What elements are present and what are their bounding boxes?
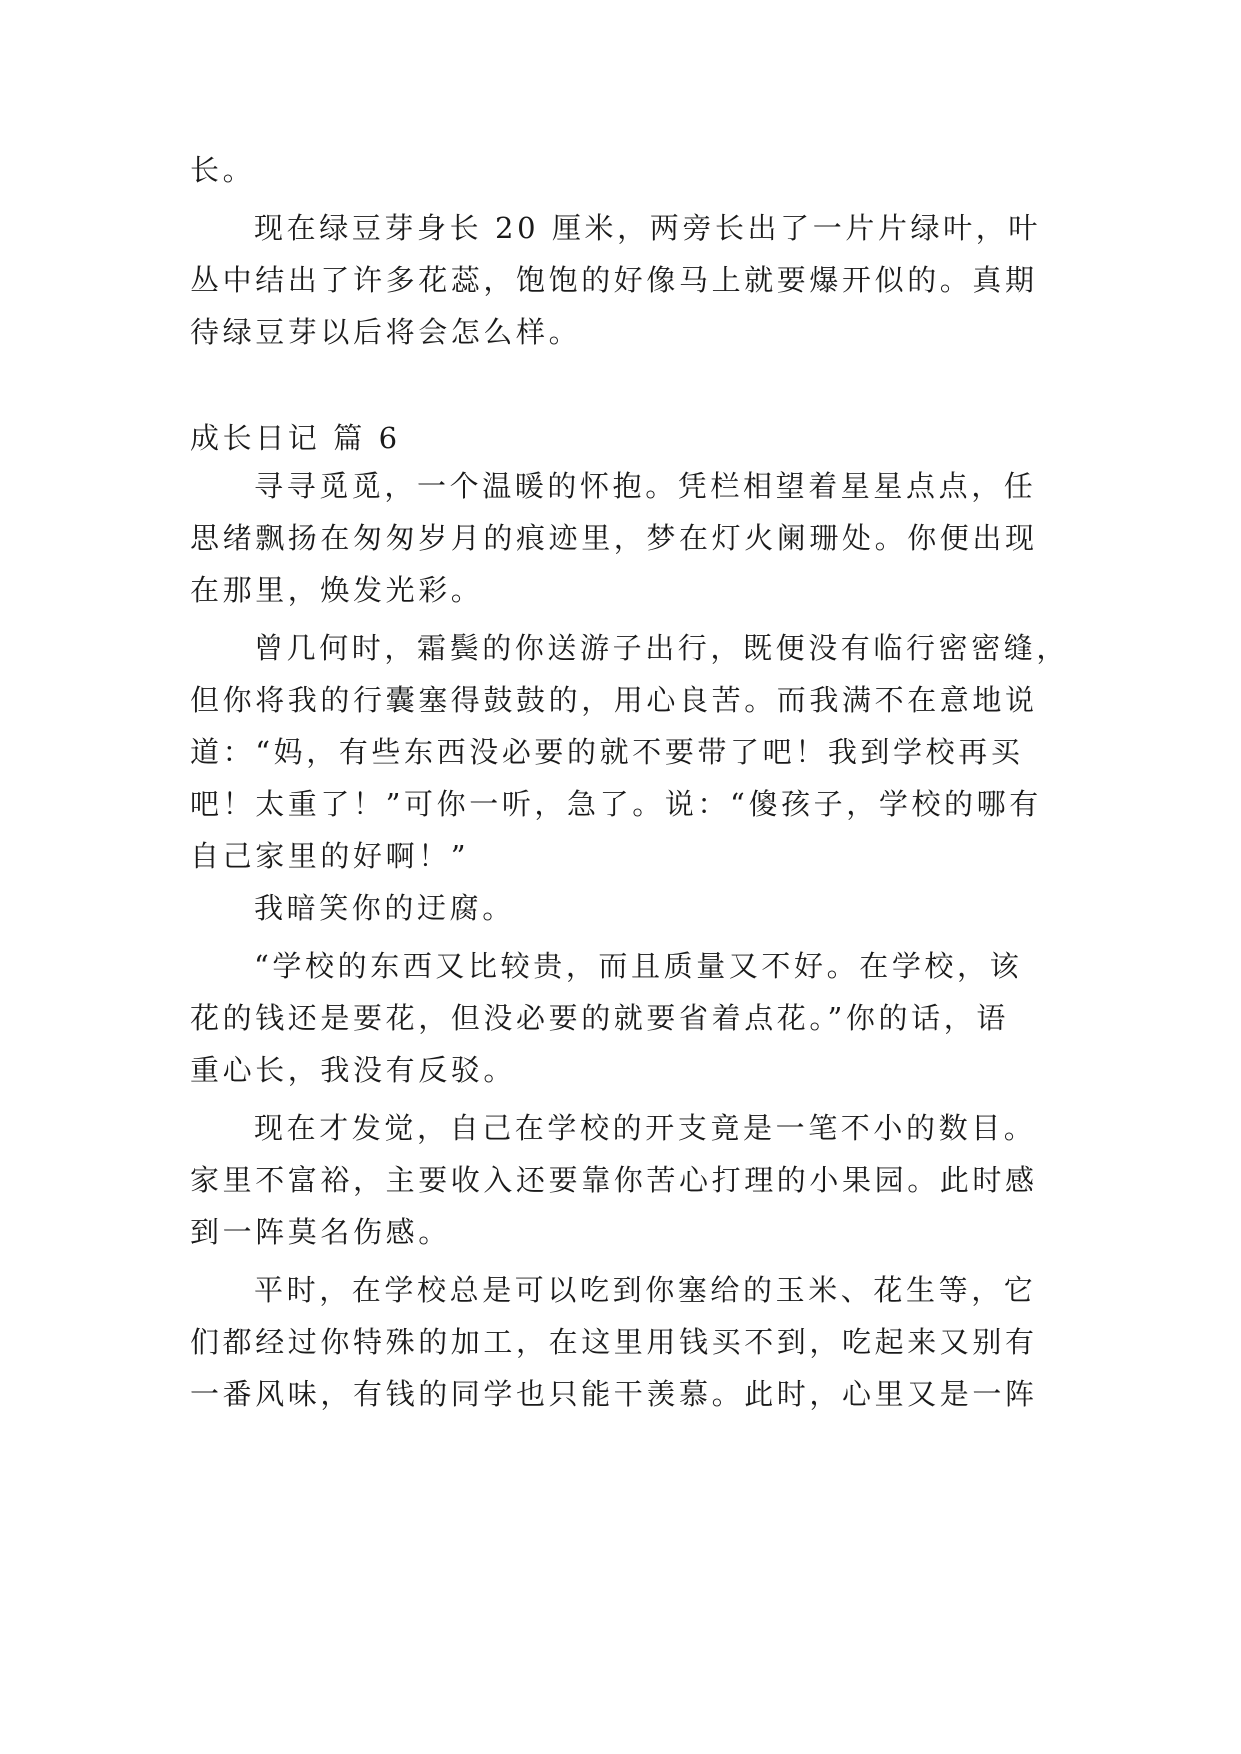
body-line: 但你将我的行囊塞得鼓鼓的，用心良苦。而我满不在意地说	[190, 683, 1038, 717]
section-heading: 成长日记 篇 6	[190, 421, 401, 455]
body-line: 一番风味，有钱的同学也只能干羡慕。此时，心里又是一阵	[190, 1377, 1038, 1411]
paragraph-first-line: 寻寻觅觅，一个温暖的怀抱。凭栏相望着星星点点，任	[254, 469, 1037, 503]
body-line: 长。	[190, 153, 256, 187]
paragraph-first-line: 现在绿豆芽身长 20 厘米，两旁长出了一片片绿叶，叶	[254, 211, 1041, 245]
body-line: 重心长，我没有反驳。	[190, 1053, 517, 1087]
paragraph-first-line: 曾几何时，霜鬓的你送游子出行，既便没有临行密密缝，	[254, 631, 1070, 665]
body-line: 在那里，焕发光彩。	[190, 573, 484, 607]
body-line: 吧！太重了！”可你一听，急了。说：“傻孩子，学校的哪有	[190, 787, 1042, 821]
body-line: 们都经过你特殊的加工，在这里用钱买不到，吃起来又别有	[190, 1325, 1038, 1359]
body-line: 道：“妈，有些东西没必要的就不要带了吧！我到学校再买	[190, 735, 1024, 769]
paragraph-first-line: “学校的东西又比较贵，而且质量又不好。在学校，该	[254, 949, 1023, 983]
body-line: 待绿豆芽以后将会怎么样。	[190, 315, 582, 349]
body-line: 思绪飘扬在匆匆岁月的痕迹里，梦在灯火阑珊处。你便出现	[190, 521, 1038, 555]
paragraph-first-line: 现在才发觉，自己在学校的开支竟是一笔不小的数目。	[254, 1111, 1037, 1145]
body-line: 花的钱还是要花，但没必要的就要省着点花。”你的话，语	[190, 1001, 1009, 1035]
paragraph-first-line: 我暗笑你的迂腐。	[254, 891, 515, 925]
body-line: 丛中结出了许多花蕊，饱饱的好像马上就要爆开似的。真期	[190, 263, 1038, 297]
body-line: 自己家里的好啊！”	[190, 839, 470, 873]
body-line: 家里不富裕，主要收入还要靠你苦心打理的小果园。此时感	[190, 1163, 1038, 1197]
body-line: 到一阵莫名伤感。	[190, 1215, 451, 1249]
paragraph-first-line: 平时，在学校总是可以吃到你塞给的玉米、花生等，它	[254, 1273, 1037, 1307]
